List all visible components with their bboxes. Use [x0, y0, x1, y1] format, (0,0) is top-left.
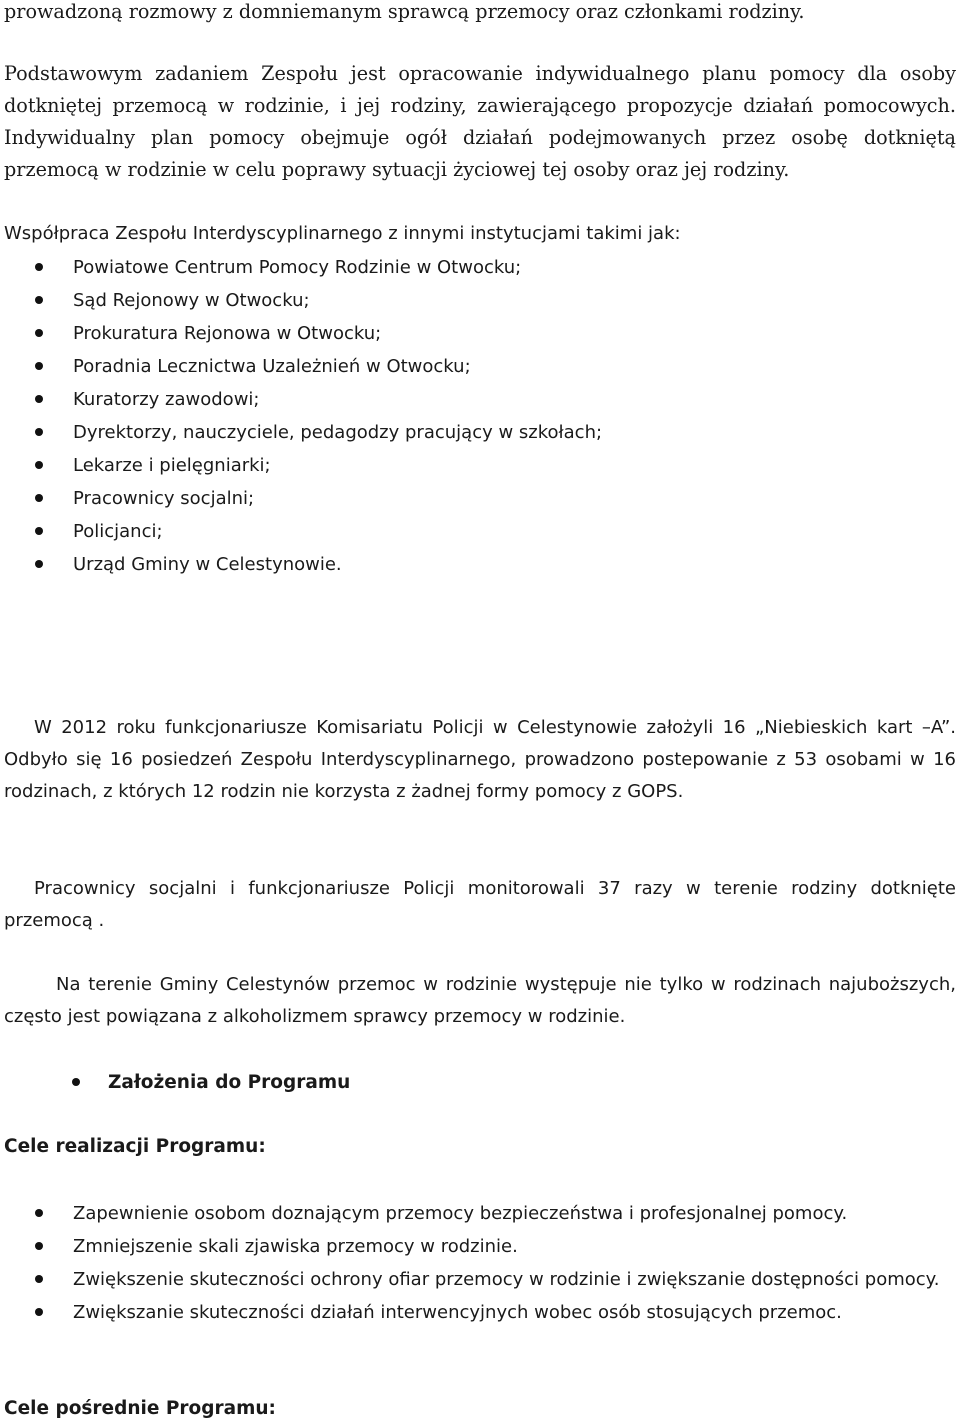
- list-item-label: Pracownicy socjalni;: [73, 488, 255, 509]
- list-item-label: Poradnia Lecznictwa Uzależnień w Otwocku;: [73, 356, 471, 377]
- paragraph-monitoring: Pracownicy socjalni i funkcjonariusze Policji monitorowali 37 razy w terenie rodziny dotknięte przemocą .: [4, 878, 956, 931]
- list-item-label: Zmniejszenie skali zjawiska przemocy w rodzinie.: [73, 1236, 518, 1257]
- bullet-icon: [72, 1078, 80, 1086]
- paragraph-przemoc-gmina: Na terenie Gminy Celestynów przemoc w rodzinie występuje nie tylko w rodzinach najuboższych, często jest powiązana z alkoholizmem sprawcy przemocy w rodzinie.: [4, 974, 956, 1027]
- list-item: [0, 317, 956, 350]
- institutions-list: [0, 251, 956, 581]
- list-item-label: Sąd Rejonowy w Otwocku;: [73, 290, 310, 311]
- bullet-icon: [35, 263, 43, 271]
- bullet-icon: [35, 1209, 43, 1217]
- bullet-icon: [35, 329, 43, 337]
- list-item: [0, 449, 956, 482]
- bullet-icon: [35, 1308, 43, 1316]
- list-item-label: Kuratorzy zawodowi;: [73, 389, 260, 410]
- paragraph-wspolpraca-intro: Współpraca Zespołu Interdyscyplinarnego z innymi instytucjami takimi jak:: [4, 223, 681, 244]
- list-item: [0, 1066, 956, 1099]
- section-heading-cele-posrednie: Cele pośrednie Programu:: [4, 1398, 276, 1419]
- bullet-icon: [35, 296, 43, 304]
- list-item: [0, 350, 956, 383]
- list-item-label: Powiatowe Centrum Pomocy Rodzinie w Otwocku;: [73, 257, 522, 278]
- paragraph-zespol-zadanie: Podstawowym zadaniem Zespołu jest opracowanie indywidualnego planu pomocy dla osoby dotkniętej przemocą w rodzinie, i jej rodziny, zawierającego propozycje działań pomocowych. Indywidualny plan pomocy obejmuje ogół działań podejmowanych przez osobę dotkniętą przemocą w rodzinie w celu poprawy sytuacji życiowej tej osoby oraz jej rodziny.: [4, 62, 956, 181]
- list-item: [0, 284, 956, 317]
- zalozenia-list: [0, 1066, 956, 1099]
- list-item: [0, 1296, 956, 1329]
- section-heading-zalozenia: Założenia do Programu: [108, 1072, 351, 1093]
- top-fragment-line: prowadzoną rozmowy z domniemanym sprawcą przemocy oraz członkami rodziny.: [4, 0, 805, 23]
- list-item: [0, 482, 956, 515]
- list-item-label: Policjanci;: [73, 521, 163, 542]
- list-item-label: Prokuratura Rejonowa w Otwocku;: [73, 323, 382, 344]
- list-item: [0, 1263, 956, 1296]
- list-item-label: Urząd Gminy w Celestynowie.: [73, 554, 342, 575]
- bullet-icon: [35, 560, 43, 568]
- paragraph-statystyka-2012: W 2012 roku funkcjonariusze Komisariatu Policji w Celestynowie założyli 16 „Niebieskich kart –A”. Odbyło się 16 posiedzeń Zespołu Interdyscyplinarnego, prowadzono postepowanie z 53 osobami w 16 rodzinach, z których 12 rodzin nie korzysta z żadnej formy pomocy z GOPS.: [4, 717, 956, 802]
- list-item: [0, 548, 956, 581]
- bullet-icon: [35, 1275, 43, 1283]
- list-item: [0, 251, 956, 284]
- bullet-icon: [35, 494, 43, 502]
- list-item-label: Dyrektorzy, nauczyciele, pedagodzy pracujący w szkołach;: [73, 422, 603, 443]
- list-item-label: Zapewnienie osobom doznającym przemocy bezpieczeństwa i profesjonalnej pomocy.: [73, 1203, 848, 1224]
- list-item: [0, 1230, 956, 1263]
- list-item: [0, 515, 956, 548]
- list-item: [0, 1197, 956, 1230]
- list-item-label: Lekarze i pielęgniarki;: [73, 455, 271, 476]
- list-item-label: Zwiększanie skuteczności działań interwencyjnych wobec osób stosujących przemoc.: [73, 1302, 842, 1323]
- bullet-icon: [35, 461, 43, 469]
- list-item: [0, 383, 956, 416]
- bullet-icon: [35, 428, 43, 436]
- list-item-label: Zwiększenie skuteczności ochrony ofiar przemocy w rodzinie i zwiększanie dostępności pomocy.: [73, 1269, 940, 1290]
- list-item: [0, 416, 956, 449]
- goals-list: [0, 1197, 956, 1329]
- bullet-icon: [35, 395, 43, 403]
- bullet-icon: [35, 527, 43, 535]
- bullet-icon: [35, 362, 43, 370]
- bullet-icon: [35, 1242, 43, 1250]
- section-heading-cele-realizacji: Cele realizacji Programu:: [4, 1136, 266, 1157]
